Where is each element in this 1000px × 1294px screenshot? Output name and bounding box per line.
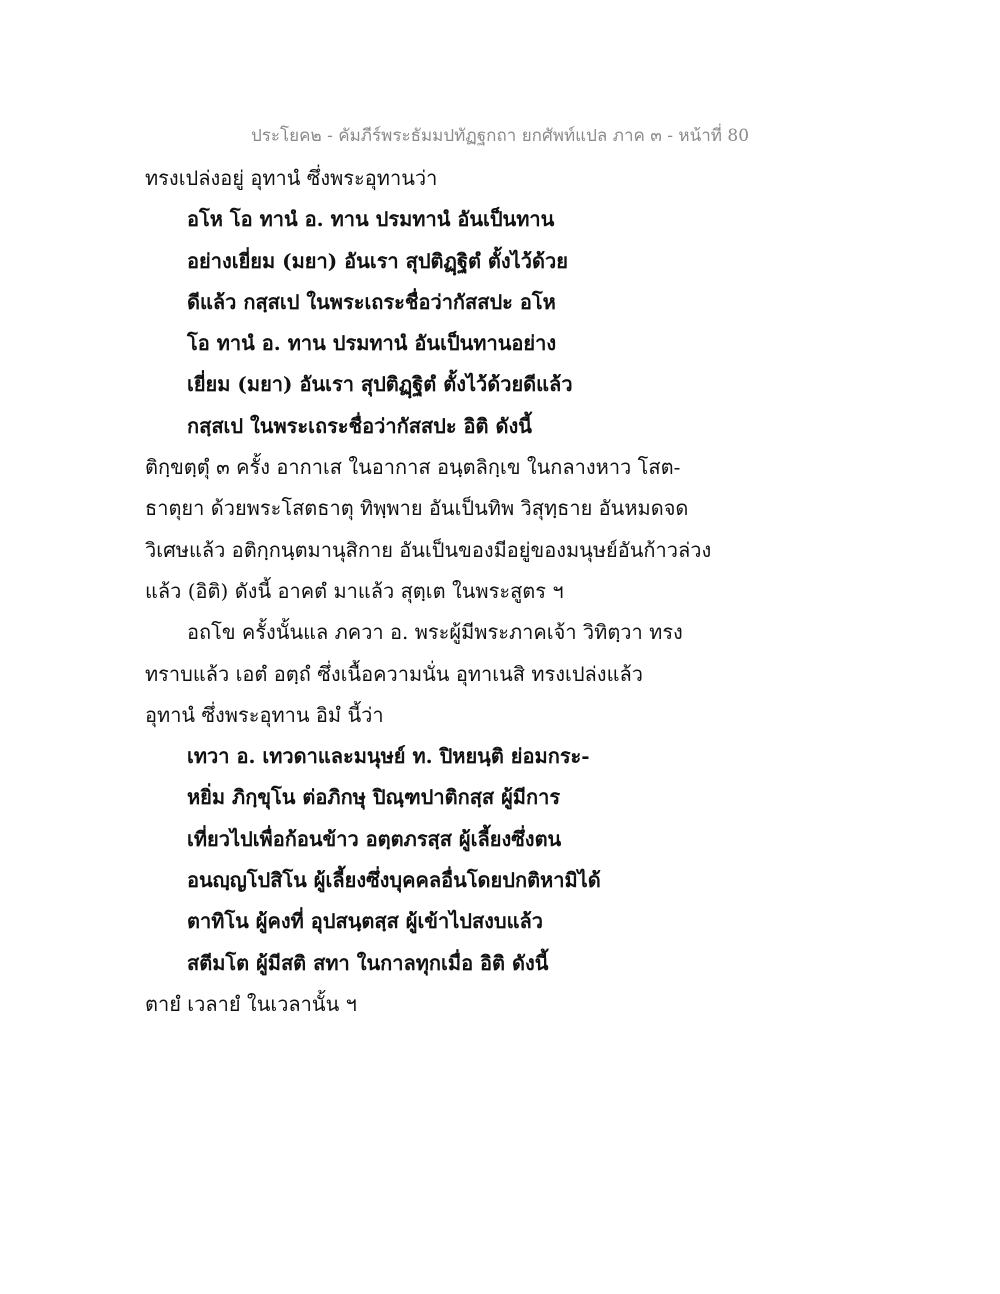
text-line: เยี่ยม (มยา) อันเรา สุปติฏฺฐิตํ ตั้งไว้ด้วยดีแล้ว (187, 372, 573, 397)
text-line: ทราบแล้ว เอตํ อตฺถํ ซึ่งเนื้อความนั่น อุทาเนสิ ทรงเปล่งแล้ว (145, 661, 643, 686)
text-line: ดีแล้ว กสฺสเป ในพระเถระชื่อว่ากัสสปะ อโห (187, 289, 556, 314)
text-line: โอ ทานํ อ. ทาน ปรมทานํ อันเป็นทานอย่าง (187, 331, 557, 356)
text-line: อย่างเยี่ยม (มยา) อันเรา สุปติฏฺฐิตํ ตั้งไว้ด้วย (187, 248, 568, 273)
text-line: อถโข ครั้งนั้นแล ภควา อ. พระผู้มีพระภาคเจ้า วิทิตฺวา ทรง (187, 620, 683, 645)
text-line: อโห โอ ทานํ อ. ทาน ปรมทานํ อันเป็นทาน (187, 207, 555, 232)
text-line: อุทานํ ซึ่งพระอุทาน อิมํ นี้ว่า (145, 702, 384, 727)
text-line: อนญฺญโปสิโน ผู้เลี้ยงซึ่งบุคคลอื่นโดยปกติหามิได้ (187, 868, 601, 893)
page-header: ประโยค๒ - คัมภีร์พระธัมมปทัฏฐกถา ยกศัพท์แปล ภาค ๓ - หน้าที่ 80 (250, 126, 750, 146)
text-line: วิเศษแล้ว อติกฺกนฺตมานุสิกาย อันเป็นของมีอยู่ของมนุษย์อันก้าวล่วง (145, 537, 712, 562)
text-line: ติกฺขตฺตุํ ๓ ครั้ง อากาเส ในอากาส อนฺตลิกฺเข ในกลางหาว โสต- (145, 455, 681, 480)
text-line: แล้ว (อิติ) ดังนี้ อาคตํ มาแล้ว สุตฺเต ในพระสูตร ฯ (145, 578, 564, 603)
text-line: ธาตุยา ด้วยพระโสตธาตุ ทิพฺพาย อันเป็นทิพ วิสุทฺธาย อันหมดจด (145, 496, 689, 521)
text-line: ตายํ เวลายํ ในเวลานั้น ฯ (145, 991, 357, 1016)
text-line: เที่ยวไปเพื่อก้อนข้าว อตฺตภรสฺส ผู้เลี้ยงซึ่งตน (187, 826, 562, 851)
text-line: ทรงเปล่งอยู่ อุทานํ ซึ่งพระอุทานว่า (145, 166, 438, 190)
text-line: ตาทิโน ผู้คงที่ อุปสนฺตสฺส ผู้เข้าไปสงบแล้ว (187, 909, 543, 934)
text-line: หยิ่ม ภิกฺขุโน ต่อภิกษุ ปิณฺฑปาติกสฺส ผู้มีการ (187, 785, 561, 810)
body-text (145, 158, 712, 1025)
text-line: กสฺสเป ในพระเถระชื่อว่ากัสสปะ อิติ ดังนี้ (187, 413, 532, 438)
text-line: เทวา อ. เทวดาและมนุษย์ ท. ปิหยนฺติ ย่อมกระ- (187, 744, 590, 769)
text-line: สตีมโต ผู้มีสติ สทา ในกาลทุกเมื่อ อิติ ดังนี้ (187, 950, 549, 975)
